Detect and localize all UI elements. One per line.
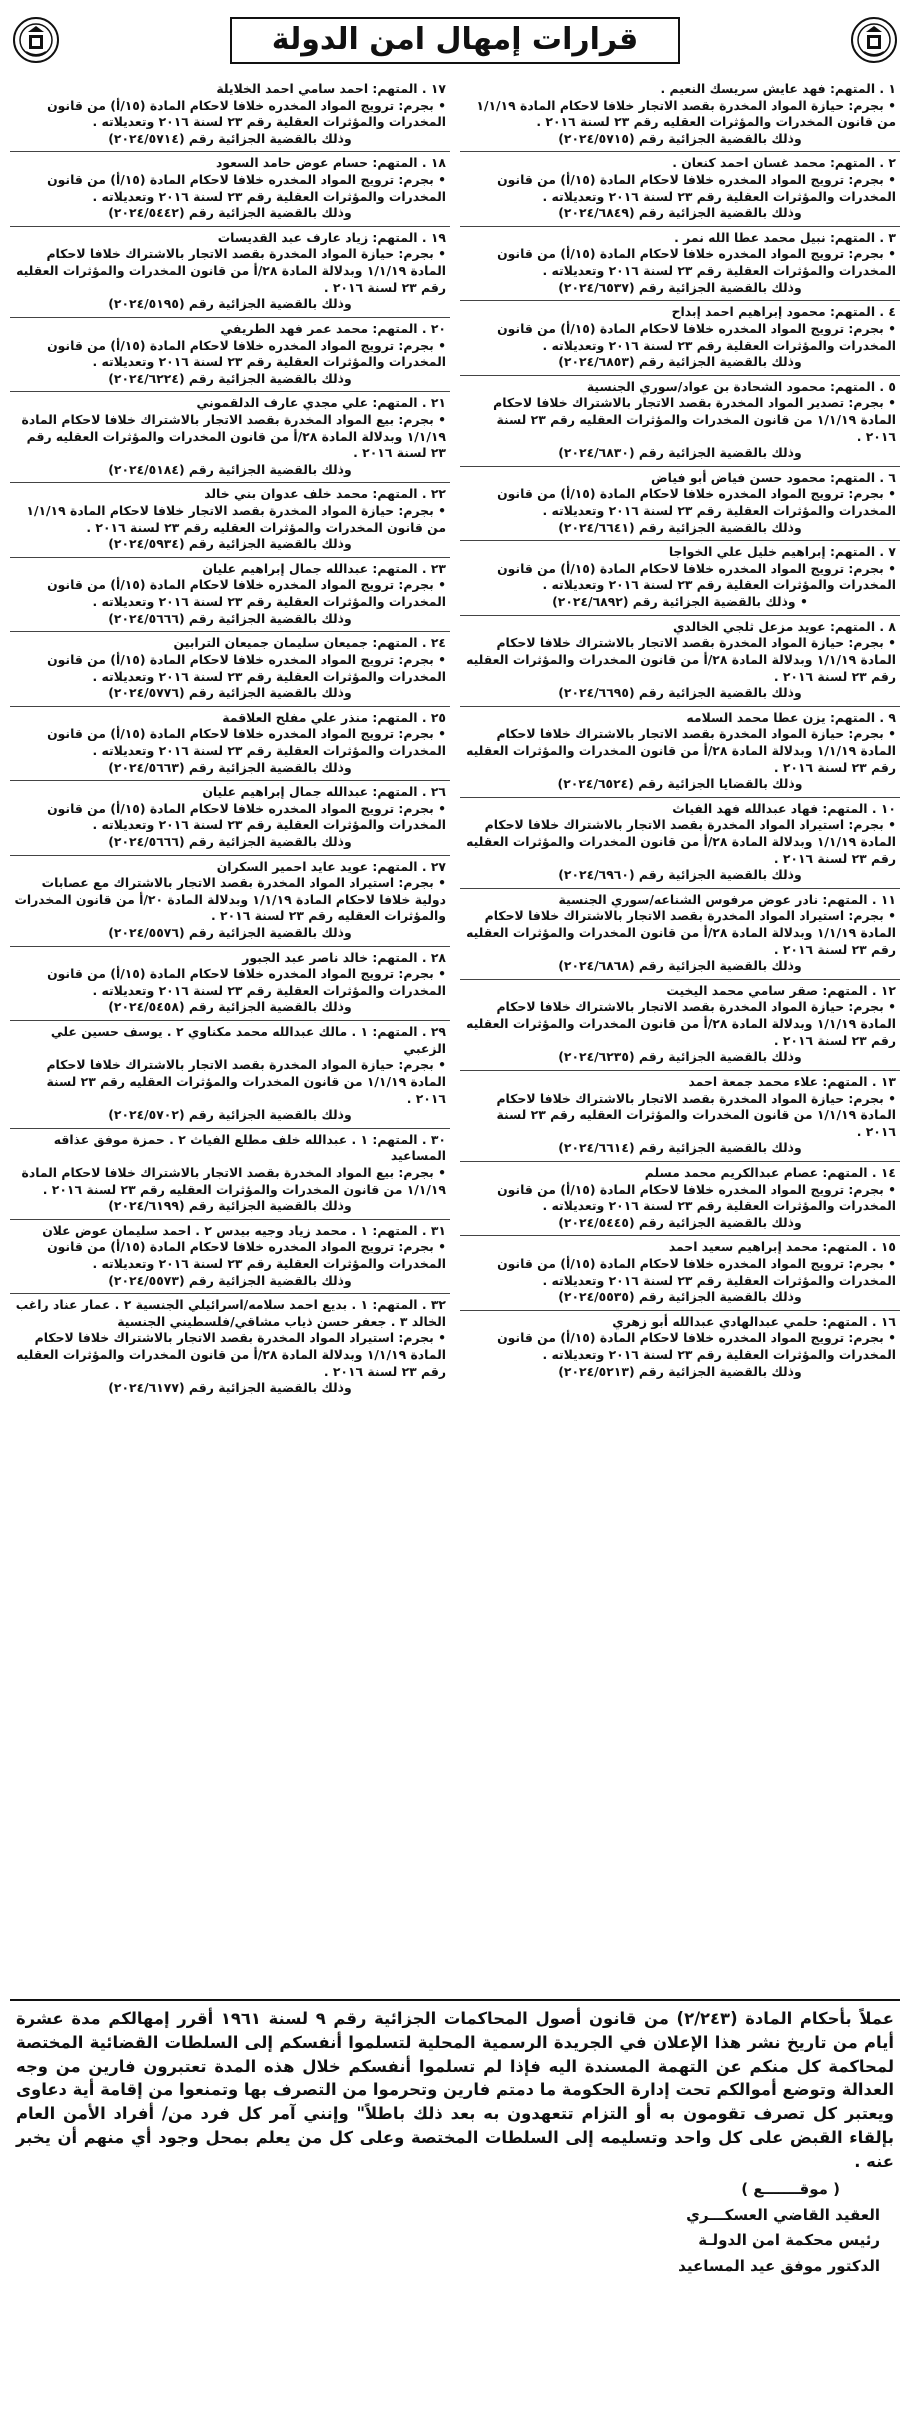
charge-text: • بجرم: ترويج المواد المخدره خلافا لاحكام المادة (١٥/أ) من قانون المخدرات والمؤثرات العقلية رقم ٢٣ لسنة ٢٠١٦ وتعديلاته . — [47, 800, 446, 833]
defendant-name: ٢٥ . المتهم: منذر علي مفلح العلاقمة — [222, 709, 446, 725]
charge-text: • بجرم: ترويج المواد المخدره خلافا لاحكام المادة (١٥/أ) من قانون المخدرات والمؤثرات العقلية رقم ٢٣ لسنة ٢٠١٦ وتعديلاته . — [47, 172, 446, 204]
charge-text: • بجرم: حيازة المواد المخدرة بقصد الاتجار بالاشتراك خلافا لاحكام المادة ١/١/١٩ وبدلالة المادة ٢٨/أ من قانون المخدرات والمؤثرات العقليه رقم ٢٣ لسنة ٢٠١٦ . — [466, 635, 896, 684]
charge-text: • بجرم: ترويج المواد المخدره خلافا لاحكام المادة (١٥/أ) من قانون المخدرات والمؤثرات العقلية رقم ٢٣ لسنة ٢٠١٦ وتعديلاته . — [47, 966, 446, 998]
case-reference: وذلك بالقضية الجزائية رقم (٢٠٢٤/٥٥٧٦) — [108, 925, 352, 941]
charge-text: • بجرم: ترويج المواد المخدره خلافا لاحكام المادة (١٥/أ) من قانون المخدرات والمؤثرات العقلية رقم ٢٣ لسنة ٢٠١٦ وتعديلاته . — [497, 560, 896, 593]
defendant-name: ٤ . المتهم: محمود إبراهيم احمد إبداح — [671, 304, 896, 320]
case-reference: وذلك بالقضية الجزائية رقم (٢٠٢٤/٦٩٦٠) — [558, 867, 802, 883]
case-reference: وذلك بالقضية الجزائية رقم (٢٠٢٤/٦٢٢٤) — [108, 370, 352, 386]
defendant-entry — [10, 707, 450, 781]
charge-text: • بجرم: ترويج المواد المخدره خلافا لاحكام المادة (١٥/أ) من قانون المخدرات والمؤثرات العقلية رقم ٢٣ لسنة ٢٠١٦ وتعديلاته . — [497, 320, 896, 353]
defendant-entry — [10, 318, 450, 392]
case-reference: وذلك بالقضية الجزائية رقم (٢٠٢٤/٥٢١٣) — [558, 1363, 802, 1379]
defendant-entry — [460, 889, 900, 980]
defendant-entry — [10, 947, 450, 1021]
charge-text: • بجرم: ترويج المواد المخدره خلافا لاحكام المادة (١٥/أ) من قانون المخدرات والمؤثرات العقلية رقم ٢٣ لسنة ٢٠١٦ وتعديلاته . — [47, 726, 446, 758]
defendant-name: ٥ . المتهم: محمود الشحادة بن عواد/سوري الجنسية — [586, 378, 896, 394]
charge-text: • بجرم: ترويج المواد المخدره خلافا لاحكام المادة (١٥/أ) من قانون المخدرات والمؤثرات العقلية رقم ٢٣ لسنة ٢٠١٦ وتعديلاته . — [497, 1256, 896, 1288]
entries-columns — [10, 78, 900, 1993]
signatory-position: رئيس محكمة امن الدولـة — [698, 2231, 880, 2250]
charge-text: • بجرم: ترويج المواد المخدره خلافا لاحكام المادة (١٥/أ) من قانون المخدرات والمؤثرات العقلية رقم ٢٣ لسنة ٢٠١٦ وتعديلاته . — [47, 577, 446, 610]
defendant-entry — [460, 1311, 900, 1384]
case-reference: وذلك بالقضية الجزائية رقم (٢٠٢٤/٦١٩٩) — [108, 1198, 352, 1214]
charge-text: • بجرم: ترويج المواد المخدره خلافا لاحكام المادة (١٥/أ) من قانون المخدرات والمؤثرات العقلية رقم ٢٣ لسنة ٢٠١٦ وتعديلاته . — [47, 1239, 446, 1271]
case-reference: وذلك بالقضية الجزائية رقم (٢٠٢٤/٥٦٦٦) — [108, 610, 352, 626]
charge-text: • بجرم: حيازة المواد المخدرة بقصد الاتجار بالاشتراك خلافا لاحكام المادة ١/١/١٩ وبدلالة المادة ٢٨/أ من قانون المخدرات والمؤثرات العقليه رقم ٢٣ لسنة ٢٠١٦ . — [466, 726, 896, 775]
defendant-name: ٢٠ . المتهم: محمد عمر فهد الطريفي — [220, 320, 446, 336]
defendant-entry — [460, 1071, 900, 1162]
defendant-name: ٢٩ . المتهم: ١ . مالك عبدالله محمد مكناوي ٢ . يوسف حسين علي الزعبي — [50, 1024, 446, 1056]
charge-text: • بجرم: حيازة المواد المخدرة بقصد الاتجار خلافا لاحكام المادة ١/١/١٩ من قانون المخدرات والمؤثرات العقليه رقم ٢٣ لسنة ٢٠١٦ . — [26, 503, 446, 535]
case-reference: وذلك بالقضية الجزائية رقم (٢٠٢٤/٦٢٣٥) — [558, 1049, 802, 1065]
defendant-entry — [460, 980, 900, 1071]
entries-column-left — [10, 78, 450, 1993]
defendant-name: ٦ . المتهم: محمود حسن فياض أبو فياض — [651, 469, 896, 485]
defendant-entry — [10, 1220, 450, 1294]
charge-text: • بجرم: استيراد المواد المخدرة بقصد الاتجار بالاشتراك خلافا لاحكام المادة ١/١/١٩ وبدلالة المادة ٢٨/أ من قانون المخدرات والمؤثرات العقليه رقم ٢٣ لسنة ٢٠١٦ . — [466, 817, 896, 866]
defendant-entry — [460, 541, 900, 615]
entries-column-right — [460, 78, 900, 1993]
case-reference: وذلك بالقضية الجزائية رقم (٢٠٢٤/٥١٩٥) — [108, 296, 352, 312]
defendant-name: ٢٧ . المتهم: عويد عايد احمير السكران — [216, 858, 446, 874]
defendant-entry — [460, 376, 900, 467]
defendant-name: ٣٠ . المتهم: ١ . عبدالله خلف مطلع الفياث ٢ . حمزة موفق عذاقه المساعيد — [53, 1131, 446, 1164]
case-reference: وذلك بالقضية الجزائية رقم (٢٠٢٤/٦٨٦٨) — [558, 958, 802, 974]
defendant-entry — [10, 781, 450, 855]
emblem-icon — [850, 16, 898, 64]
defendant-name: ٢ . المتهم: محمد غسان احمد كنعان . — [672, 155, 896, 171]
case-reference: وذلك بالقضية الجزائية رقم (٢٠٢٤/٦٥٣٧) — [558, 279, 802, 295]
defendant-name: ١٤ . المتهم: عصام عبدالكريم محمد مسلم — [644, 1164, 896, 1180]
case-reference: وذلك بالقضية الجزائية رقم (٢٠٢٤/٦١٧٧) — [108, 1380, 352, 1396]
defendant-entry — [10, 856, 450, 947]
defendant-name: ٣ . المتهم: نبيل محمد عطا الله نمر . — [674, 229, 896, 245]
signature-block — [10, 2173, 900, 2279]
signed-mark: ( موقـــــــع ) — [741, 2180, 840, 2199]
case-reference: وذلك بالقضية الجزائية رقم (٢٠٢٤/٥٩٣٤) — [108, 536, 352, 552]
charge-text: • بجرم: ترويج المواد المخدره خلافا لاحكام المادة (١٥/أ) من قانون المخدرات والمؤثرات العقلية رقم ٢٣ لسنة ٢٠١٦ وتعديلاته . — [47, 97, 446, 130]
defendant-entry — [460, 1162, 900, 1236]
defendant-entry — [460, 227, 900, 301]
charge-text: • بجرم: استيراد المواد المخدرة بقصد الاتجار بالاشتراك خلافا لاحكام المادة ١/١/١٩ وبدلالة المادة ٢٨/أ من قانون المخدرات والمؤثرات العقليه رقم ٢٣ لسنة ٢٠١٦ . — [16, 1330, 446, 1379]
emblem-seal-left — [10, 14, 62, 66]
defendant-name: ٨ . المتهم: عويد مزعل ثلجي الخالدي — [672, 618, 896, 634]
defendant-name: ٢٤ . المتهم: جميعان سليمان جميعان الترابين — [173, 635, 446, 651]
charge-text: • بجرم: ترويج المواد المخدره خلافا لاحكام المادة (١٥/أ) من قانون المخدرات والمؤثرات العقلية رقم ٢٣ لسنة ٢٠١٦ وتعديلاته . — [47, 337, 446, 370]
defendant-entry — [460, 78, 900, 152]
charge-text: • بجرم: حيازة المواد المخدرة بقصد الاتجار بالاشتراك خلافا لاحكام المادة ١/١/١٩ من قانون المخدرات والمؤثرات العقليه رقم ٢٣ لسنة ٢٠١٦ . — [496, 1090, 896, 1139]
charge-text: • بجرم: بيع المواد المخدرة بقصد الاتجار بالاشتراك خلافا لاحكام المادة ١/١/١٩ من قانون المخدرات والمؤثرات العقليه رقم ٢٣ لسنة ٢٠١٦ . — [21, 1164, 446, 1197]
header — [10, 10, 900, 70]
case-reference: وذلك بالقضية الجزائية رقم (٢٠٢٤/٦٨٤٩) — [558, 205, 802, 221]
defendant-name: ٢١ . المتهم: علي مجدي عارف الدلقموني — [196, 395, 446, 411]
announcement-sheet — [10, 10, 900, 2402]
signatory-rank: العقيد القاضي العسكـــري — [686, 2205, 880, 2224]
emblem-seal-right — [848, 14, 900, 66]
defendant-entry — [460, 707, 900, 798]
case-reference: وذلك بالقضية الجزائية رقم (٢٠٢٤/٥٦٦٦) — [108, 833, 352, 849]
defendant-entry — [10, 483, 450, 557]
charge-text: • بجرم: استيراد المواد المخدرة بقصد الاتجار بالاشتراك مع عصابات دولية خلافا لاحكام المادة ١/١/١٩ وبدلالة المادة ٢٠/أ من قانون المخدرات والمؤثرات العقليه رقم ٢٣ لسنة ٢٠١٦ . — [14, 875, 446, 924]
defendant-name: ٢٦ . المتهم: عبدالله جمال إبراهيم عليان — [202, 784, 446, 800]
defendant-entry — [10, 78, 450, 152]
case-reference: وذلك بالقضية الجزائية رقم (٢٠٢٤/٦٨٣٠) — [558, 445, 802, 461]
defendant-name: ٢٨ . المتهم: خالد ناصر عبد الجبور — [242, 949, 446, 965]
defendant-name: ٣٢ . المتهم: ١ . بديع احمد سلامه/اسرائيلي الجنسية ٢ . عمار عناد راغب الخالد ٣ . جعفر حسن ذياب مشاقي/فلسطيني الجنسية — [15, 1297, 446, 1329]
defendant-name: ١١ . المتهم: نادر عوض مرفوس الشناعه/سوري الجنسية — [558, 891, 896, 907]
defendant-entry — [460, 301, 900, 375]
case-reference: • وذلك بالقضية الجزائية رقم (٢٠٢٤/٦٨٩٢) — [552, 594, 808, 610]
decree-paragraph: عملاً بأحكام المادة (٢/٢٤٣) من قانون أصول المحاكمات الجزائية رقم ٩ لسنة ١٩٦١ أقرر إمهالكم مدة عشرة أيام من تاريخ نشر هذا الإعلان في الجريدة الرسمية المحلية لتسلموا أنفسكم إلى السلطات القضائية المختصة لمحاكمة كل منكم عن التهمة المسندة اليه فإذا لم تسلموا أنفسكم خلال هذه المدة تعتبرون فارين من وجه العدالة وتوضع أموالكم تحت إدارة الحكومة ما دمتم فارين وتحرموا من التصرف بها وتمنعوا من إقامة أية دعاوى ويعتبر كل تصرف تقومون به أو التزام تتعهدون به بعد ذلك باطلاً" وإنني آمر كل فرد من/ أفراد الأمن العام بإلقاء القبض على كل واحد وتسليمه إلى السلطات المختصة وعلى كل من يعلم بمحل وجود أي منهم أن يخبر عنه . — [16, 2009, 894, 2171]
defendant-name: ٣١ . المتهم: ١ . محمد زياد وجيه بيدس ٢ . احمد سليمان عوض علان — [42, 1222, 446, 1238]
defendant-name: ١٩ . المتهم: زياد عارف عبد القديسات — [217, 229, 446, 245]
defendant-entry — [10, 1021, 450, 1129]
charge-text: • بجرم: بيع المواد المخدرة بقصد الاتجار بالاشتراك خلافا لاحكام المادة ١/١/١٩ وبدلالة المادة ٢٨/أ من قانون المخدرات والمؤثرات العقليه رقم ٢٣ لسنة ٢٠١٦ . — [21, 411, 446, 461]
defendant-name: ١٧ . المتهم: احمد سامي احمد الخلايلة — [216, 81, 446, 96]
charge-text: • بجرم: ترويج المواد المخدره خلافا لاحكام المادة (١٥/أ) من قانون المخدرات والمؤثرات العقلية رقم ٢٣ لسنة ٢٠١٦ وتعديلاته . — [497, 1181, 896, 1214]
defendant-entry — [10, 558, 450, 632]
case-reference: وذلك بالقضية الجزائية رقم (٢٠٢٤/٦٦١٤) — [558, 1140, 802, 1156]
defendant-entry — [10, 1294, 450, 1401]
charge-text: • بجرم: ترويج المواد المخدره خلافا لاحكام المادة (١٥/أ) من قانون المخدرات والمؤثرات العقلية رقم ٢٣ لسنة ٢٠١٦ وتعديلاته . — [497, 1330, 896, 1363]
case-reference: وذلك بالقضية الجزائية رقم (٢٠٢٤/٥٥٣٥) — [558, 1289, 802, 1305]
defendant-name: ١٣ . المتهم: علاء محمد جمعة احمد — [688, 1073, 896, 1089]
defendant-entry — [10, 392, 450, 483]
charge-text: • بجرم: حيازة المواد المخدرة بقصد الاتجار بالاشتراك خلافا لاحكام المادة ١/١/١٩ وبدلالة المادة ٢٨/أ من قانون المخدرات والمؤثرات العقليه رقم ٢٣ لسنة ٢٠١٦ . — [16, 246, 446, 295]
defendant-entry — [10, 632, 450, 706]
case-reference: وذلك بالقضية الجزائية رقم (٢٠٢٤/٦٨٥٣) — [558, 354, 802, 370]
case-reference: وذلك بالقضية الجزائية رقم (٢٠٢٤/٥٦٦٣) — [108, 759, 352, 775]
case-reference: وذلك بالقضية الجزائية رقم (٢٠٢٤/٥٧١٤) — [108, 130, 352, 146]
charge-text: • بجرم: حيازة المواد المخدرة بقصد الاتجار بالاشتراك خلافا لاحكام المادة ١/١/١٩ وبدلالة المادة ٢٨/أ من قانون المخدرات والمؤثرات العقليه رقم ٢٣ لسنة ٢٠١٦ . — [466, 999, 896, 1048]
charge-text: • بجرم: استيراد المواد المخدرة بقصد الاتجار بالاشتراك خلافا لاحكام المادة ١/١/١٩ وبدلالة المادة ٢٨/أ من قانون المخدرات والمؤثرات العقليه رقم ٢٣ لسنة ٢٠١٦ . — [466, 908, 896, 957]
charge-text: • بجرم: ترويج المواد المخدره خلافا لاحكام المادة (١٥/أ) من قانون المخدرات والمؤثرات العقلية رقم ٢٣ لسنة ٢٠١٦ وتعديلاته . — [497, 172, 896, 204]
defendant-name: ٢٣ . المتهم: عبدالله جمال إبراهيم عليان — [202, 560, 446, 576]
defendant-name: ١ . المتهم: فهد عايش سريسك النعيم . — [660, 81, 896, 96]
defendant-entry — [10, 227, 450, 318]
defendant-name: ٢٢ . المتهم: محمد خلف عدوان بني خالد — [204, 486, 446, 502]
defendant-name: ١٠ . المتهم: فهاد عبدالله فهد الفياث — [672, 800, 896, 816]
charge-text: • بجرم: تصدير المواد المخدرة بقصد الاتجار بالاشتراك خلافا لاحكام المادة ١/١/١٩ من قانون المخدرات والمؤثرات العقليه رقم ٢٣ لسنة ٢٠١٦ . — [493, 395, 896, 444]
signatory-name: الدكتور موفق عيد المساعيد — [678, 2256, 880, 2275]
charge-text: • بجرم: ترويج المواد المخدره خلافا لاحكام المادة (١٥/أ) من قانون المخدرات والمؤثرات العقلية رقم ٢٣ لسنة ٢٠١٦ وتعديلاته . — [497, 246, 896, 279]
defendant-name: ١٢ . المتهم: صقر سامي محمد اليخيت — [666, 982, 896, 998]
defendant-name: ١٥ . المتهم: محمد إبراهيم سعيد احمد — [668, 1239, 896, 1255]
case-reference: وذلك بالقضية الجزائية رقم (٢٠٢٤/٥٧٠٢) — [108, 1107, 352, 1123]
defendant-entry — [460, 1236, 900, 1310]
defendant-entry — [460, 798, 900, 889]
defendant-entry — [10, 152, 450, 226]
defendant-entry — [460, 152, 900, 226]
defendant-entry — [460, 616, 900, 707]
defendant-name: ١٦ . المتهم: حلمي عبدالهادي عبدالله أبو زهري — [612, 1313, 896, 1329]
case-reference: وذلك بالقضية الجزائية رقم (٢٠٢٤/٥١٨٤) — [108, 461, 352, 477]
case-reference: وذلك بالقضية الجزائية رقم (٢٠٢٤/٦٦٩٥) — [558, 685, 802, 701]
case-reference: وذلك بالقضية الجزائية رقم (٢٠٢٤/٦٦٤١) — [558, 519, 802, 535]
defendant-name: ١٨ . المتهم: حسام عوض حامد السعود — [215, 155, 446, 171]
defendant-name: ٩ . المتهم: يزن عطا محمد السلامه — [686, 709, 896, 725]
emblem-icon — [12, 16, 60, 64]
case-reference: وذلك بالقضية الجزائية رقم (٢٠٢٤/٥٥٧٣) — [108, 1272, 352, 1288]
case-reference: وذلك بالقضية الجزائية رقم (٢٠٢٤/٥٤٥٨) — [108, 999, 352, 1015]
case-reference: وذلك بالقضية الجزائية رقم (٢٠٢٤/٥٧٧٦) — [108, 685, 352, 701]
defendant-entry — [460, 467, 900, 541]
charge-text: • بجرم: حيازة المواد المخدرة بقصد الاتجار بالاشتراك خلافا لاحكام المادة ١/١/١٩ من قانون المخدرات والمؤثرات العقليه رقم ٢٣ لسنة ٢٠١٦ . — [46, 1057, 446, 1106]
case-reference: وذلك بالقضية الجزائية رقم (٢٠٢٤/٥٧١٥) — [558, 130, 802, 146]
case-reference: وذلك بالقضايا الجزائية رقم (٢٠٢٤/٦٥٢٤) — [557, 776, 803, 792]
case-reference: وذلك بالقضية الجزائية رقم (٢٠٢٤/٥٤٤٢) — [108, 205, 352, 221]
defendant-name: ٧ . المتهم: إبراهيم خليل علي الخواجا — [668, 544, 896, 560]
defendant-entry — [10, 1129, 450, 1220]
case-reference: وذلك بالقضية الجزائية رقم (٢٠٢٤/٥٤٤٥) — [558, 1214, 802, 1230]
charge-text: • بجرم: ترويج المواد المخدره خلافا لاحكام المادة (١٥/أ) من قانون المخدرات والمؤثرات العقلية رقم ٢٣ لسنة ٢٠١٦ وتعديلاته . — [47, 651, 446, 684]
charge-text: • بجرم: ترويج المواد المخدره خلافا لاحكام المادة (١٥/أ) من قانون المخدرات والمؤثرات العقلية رقم ٢٣ لسنة ٢٠١٦ وتعديلاته . — [497, 486, 896, 519]
page-title: قرارات إمهال امن الدولة — [230, 17, 680, 64]
charge-text: • بجرم: حيازة المواد المخدرة بقصد الاتجار خلافا لاحكام المادة ١/١/١٩ من قانون المخدرات والمؤثرات العقليه رقم ٢٣ لسنة ٢٠١٦ . — [476, 97, 896, 130]
